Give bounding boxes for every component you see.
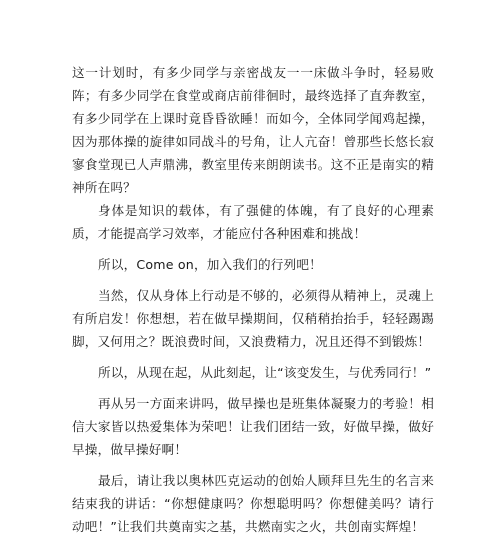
paragraph-2: 身体是知识的载体，有了强健的体魄，有了良好的心理素质，才能提高学习效率，才能应付各种困难和挑战！ [72, 203, 434, 241]
document-body [72, 61, 434, 546]
paragraph-5: 所以，从现在起，从此刻起，让“该变发生，与优秀同行！” [98, 365, 432, 380]
paragraph-7: 最后，请让我以奥林匹克运动的创始人顾拜旦先生的名言来结束我的讲话：“你想健康吗？你想聪明吗？你想健美吗？请行动吧！”让我们共奠南实之基，共燃南实之火，共创南实辉煌！ [72, 473, 434, 534]
paragraph-4: 当然，仅从身体上行动是不够的，必须得从精神上，灵魂上有所启发！你想想，若在做早操期间，仅稍稍抬抬手，轻轻踢踢脚，又何用之？既浪费时间，又浪费精力，况且还得不到锻炼！ [72, 288, 434, 349]
paragraph-3: 所以，Come on，加入我们的行列吧！ [98, 257, 322, 272]
paragraph-1: 这一计划时，有多少同学与亲密战友一一床做斗争时，轻易败阵；有多少同学在食堂或商店前徘徊时，最终选择了直奔教室，有多少同学在上课时竟昏昏欲睡！而如今，全体同学闻鸡起操，因为那体操的旋律如同战斗的号角，让人亢奋！曾那些长悠长寂寥食堂现已人声鼎沸，教室里传来朗朗读书。这不正是南实的精神所在吗？ [72, 65, 434, 195]
paragraph-6: 再从另一方面来讲吗，做早操也是班集体凝聚力的考验！相信大家皆以热爱集体为荣吧！让我们团结一致，好做早操，做好早操，做早操好啊！ [72, 396, 434, 457]
